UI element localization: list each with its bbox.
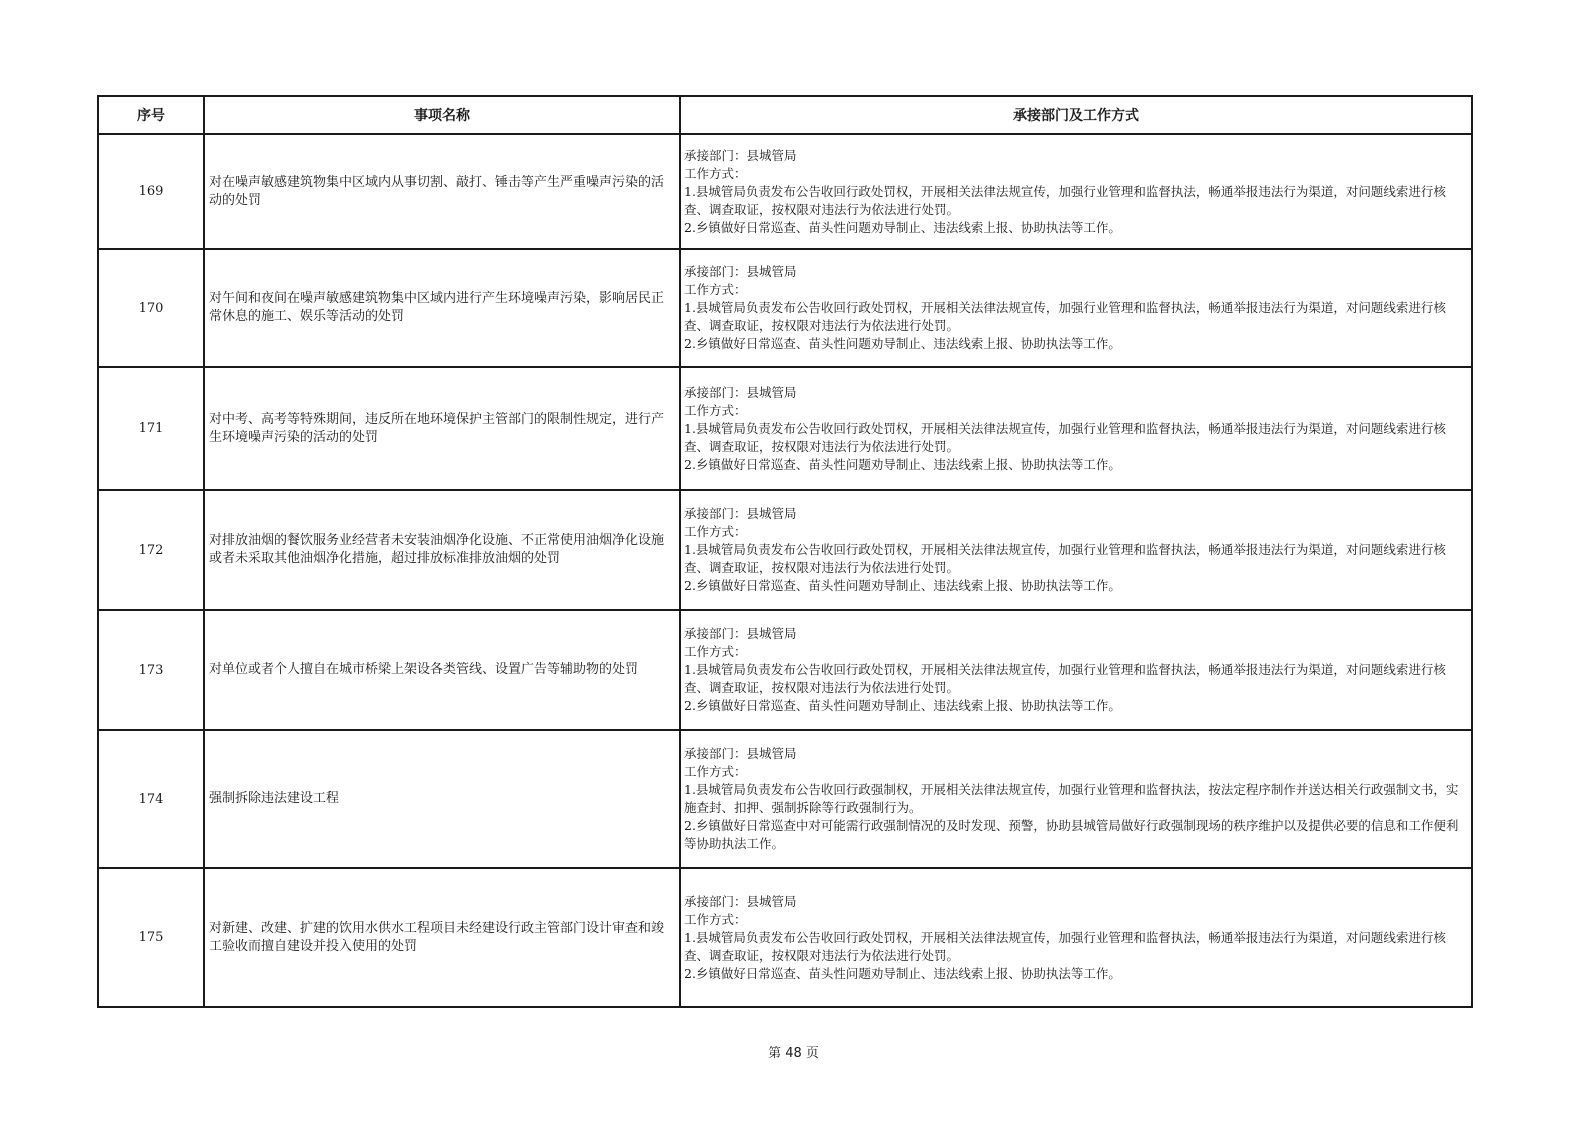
table-row: [98, 134, 1472, 249]
method-item-2: 2.乡镇做好日常巡查、苗头性问题劝导制止、违法线索上报、协助执法等工作。: [684, 698, 1121, 713]
row-serial-number: 172: [98, 490, 204, 610]
row-serial-number: 170: [98, 249, 204, 367]
row-department-method: [680, 134, 1472, 249]
method-item-1: 1.县城管局负责发布公告收回行政处罚权，开展相关法律法规宣传，加强行业管理和监督执法，畅通举报违法行为渠道，对问题线索进行核查、调查取证，按权限对违法行为依法进行处罚。: [684, 929, 1446, 963]
row-department-method: [680, 868, 1472, 1007]
method-item-1: 1.县城管局负责发布公告收回行政强制权，开展相关法律法规宣传，加强行业管理和监督执法，按法定程序制作并送达相关行政强制文书，实施查封、扣押、强制拆除等行政强制行为。: [684, 782, 1459, 815]
table-header-row: [98, 96, 1472, 134]
method-label: 工作方式：: [684, 644, 747, 659]
row-item-name: 强制拆除违法建设工程: [204, 730, 680, 868]
method-label: 工作方式：: [684, 764, 747, 779]
method-label: 工作方式：: [684, 282, 747, 297]
method-label: 工作方式：: [684, 402, 747, 418]
items-table: [97, 95, 1473, 1008]
items-table-container: [97, 95, 1471, 1008]
row-department-method: [680, 367, 1472, 490]
method-label: 工作方式：: [684, 911, 747, 927]
table-row: [98, 490, 1472, 610]
dept-line: 承接部门：县城管局: [684, 746, 797, 761]
method-item-2: 2.乡镇做好日常巡查、苗头性问题劝导制止、违法线索上报、协助执法等工作。: [684, 219, 1121, 235]
row-department-method: [680, 490, 1472, 610]
method-label: 工作方式：: [684, 524, 747, 539]
dept-line: 承接部门：县城管局: [684, 626, 797, 641]
row-item-name: 对单位或者个人擅自在城市桥梁上架设各类管线、设置广告等辅助物的处罚: [204, 610, 680, 730]
row-serial-number: 173: [98, 610, 204, 730]
row-department-method: [680, 249, 1472, 367]
method-item-2: 2.乡镇做好日常巡查中对可能需行政强制情况的及时发现、预警，协助县城管局做好行政强制现场的秩序维护以及提供必要的信息和工作便利等协助执法工作。: [684, 818, 1459, 851]
method-item-1: 1.县城管局负责发布公告收回行政处罚权，开展相关法律法规宣传，加强行业管理和监督执法，畅通举报违法行为渠道，对问题线索进行核查、调查取证，按权限对违法行为依法进行处罚。: [684, 662, 1446, 695]
dept-line: 承接部门：县城管局: [684, 147, 797, 163]
row-department-method: [680, 730, 1472, 868]
row-serial-number: 175: [98, 868, 204, 1007]
header-item-name: 事项名称: [204, 96, 680, 134]
row-serial-number: 174: [98, 730, 204, 868]
row-item-name: 对中考、高考等特殊期间，违反所在地环境保护主管部门的限制性规定，进行产生环境噪声污染的活动的处罚: [204, 367, 680, 490]
method-item-2: 2.乡镇做好日常巡查、苗头性问题劝导制止、违法线索上报、协助执法等工作。: [684, 456, 1121, 472]
dept-line: 承接部门：县城管局: [684, 893, 797, 909]
row-serial-number: 171: [98, 367, 204, 490]
dept-line: 承接部门：县城管局: [684, 384, 797, 400]
table-row: [98, 249, 1472, 367]
method-item-2: 2.乡镇做好日常巡查、苗头性问题劝导制止、违法线索上报、协助执法等工作。: [684, 336, 1121, 351]
table-row: [98, 868, 1472, 1007]
method-item-1: 1.县城管局负责发布公告收回行政处罚权，开展相关法律法规宣传，加强行业管理和监督执法，畅通举报违法行为渠道，对问题线索进行核查、调查取证，按权限对违法行为依法进行处罚。: [684, 183, 1446, 217]
method-item-1: 1.县城管局负责发布公告收回行政处罚权，开展相关法律法规宣传，加强行业管理和监督执法，畅通举报违法行为渠道，对问题线索进行核查、调查取证，按权限对违法行为依法进行处罚。: [684, 420, 1446, 454]
row-item-name: 对新建、改建、扩建的饮用水供水工程项目未经建设行政主管部门设计审查和竣工验收而擅自建设并投入使用的处罚: [204, 868, 680, 1007]
page-number: 第 48 页: [768, 1046, 819, 1061]
row-item-name: 对午间和夜间在噪声敏感建筑物集中区域内进行产生环境噪声污染，影响居民正常休息的施工、娱乐等活动的处罚: [204, 249, 680, 367]
row-item-name: 对排放油烟的餐饮服务业经营者未安装油烟净化设施、不正常使用油烟净化设施或者未采取其他油烟净化措施，超过排放标准排放油烟的处罚: [204, 490, 680, 610]
row-department-method: [680, 610, 1472, 730]
row-serial-number: 169: [98, 134, 204, 249]
method-item-2: 2.乡镇做好日常巡查、苗头性问题劝导制止、违法线索上报、协助执法等工作。: [684, 578, 1121, 593]
method-item-2: 2.乡镇做好日常巡查、苗头性问题劝导制止、违法线索上报、协助执法等工作。: [684, 965, 1121, 981]
header-serial-number: 序号: [98, 96, 204, 134]
method-item-1: 1.县城管局负责发布公告收回行政处罚权，开展相关法律法规宣传，加强行业管理和监督执法，畅通举报违法行为渠道，对问题线索进行核查、调查取证，按权限对违法行为依法进行处罚。: [684, 300, 1446, 333]
dept-line: 承接部门：县城管局: [684, 506, 797, 521]
dept-line: 承接部门：县城管局: [684, 264, 797, 279]
table-row: [98, 367, 1472, 490]
method-item-1: 1.县城管局负责发布公告收回行政处罚权，开展相关法律法规宣传，加强行业管理和监督执法，畅通举报违法行为渠道，对问题线索进行核查、调查取证，按权限对违法行为依法进行处罚。: [684, 542, 1446, 575]
table-row: [98, 610, 1472, 730]
row-item-name: 对在噪声敏感建筑物集中区域内从事切割、敲打、锤击等产生严重噪声污染的活动的处罚: [204, 134, 680, 249]
method-label: 工作方式：: [684, 165, 747, 181]
table-row: [98, 730, 1472, 868]
header-department-method: 承接部门及工作方式: [680, 96, 1472, 134]
